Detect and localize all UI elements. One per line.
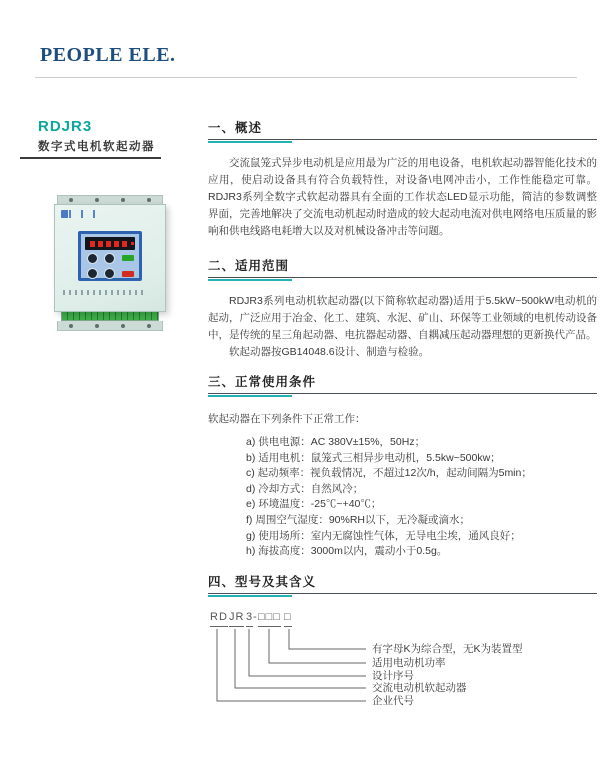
- device-bottom-flange: [57, 321, 163, 331]
- panel-button-grid: [87, 253, 115, 279]
- screw-icon: [95, 324, 99, 328]
- led-digits: [90, 241, 128, 247]
- panel-controls: [87, 253, 135, 279]
- device-front-panel: [54, 204, 166, 312]
- model-code-type: □: [284, 611, 292, 627]
- section-rule-dark: [208, 277, 597, 278]
- product-model-title: RDJR3: [38, 118, 93, 135]
- section-rule: [208, 593, 597, 598]
- section-rule-teal: [208, 279, 292, 281]
- conditions-intro: 软起动器在下列条件下正常工作：: [208, 413, 366, 425]
- model-label-design: 设计序号: [372, 670, 414, 682]
- device-control-panel: [78, 231, 142, 281]
- section-rule-teal: [208, 595, 292, 597]
- connector-line: [217, 629, 366, 701]
- screw-icon: [147, 324, 151, 328]
- model-code-company: RD: [210, 611, 228, 627]
- section-rule: [208, 139, 597, 144]
- model-label-company: 企业代号: [372, 695, 414, 707]
- model-label-type: 有字母K为综合型，无K为装置型: [372, 643, 523, 655]
- brand-logo-text: PEOPLE ELE.: [40, 44, 176, 66]
- panel-button: [87, 268, 98, 279]
- red-stop-button: [122, 271, 134, 277]
- led-status-dot: [131, 242, 134, 245]
- device-brand-logo: [61, 210, 99, 218]
- section-rule: [208, 277, 597, 282]
- condition-item: g) 使用场所：室内无腐蚀性气体，无导电尘埃，通风良好；: [246, 529, 521, 542]
- model-code-diagram: [208, 611, 597, 715]
- section-overview-title: 一、概述: [208, 121, 263, 135]
- condition-item: c) 起动频率：视负载情况，不超过12次/h，起动间隔为5min；: [246, 467, 532, 480]
- conditions-list: [208, 435, 597, 560]
- product-photo: [42, 195, 178, 340]
- section-rule-teal: [208, 141, 292, 143]
- sidebar-divider: [20, 157, 161, 159]
- screw-icon: [121, 324, 125, 328]
- connector-line: [235, 629, 366, 688]
- header-divider: [35, 77, 577, 78]
- model-label-power: 适用电动机功率: [372, 657, 446, 669]
- connector-line: [269, 629, 366, 663]
- section-conditions: [208, 372, 597, 560]
- panel-indicator-column: [122, 253, 134, 279]
- device-top-flange: [57, 195, 163, 204]
- led-display: [85, 237, 135, 250]
- soft-starter-device: [54, 195, 166, 331]
- model-code-design: 3: [246, 611, 253, 627]
- scope-paragraph-1: RDJR3系列电动机软起动器(以下简称软起动器)适用于5.5kW~500kW电动机的起动，广泛应用于冶金、化工、建筑、水泥、矿山、环保等工业领域的电机传动设备中，是传统的星三角起动器、电抗器起动器、自耦减压起动器理想的更新换代产品。: [208, 295, 597, 341]
- product-name-subtitle: 数字式电机软起动器: [38, 141, 155, 153]
- condition-item: b) 适用电机：鼠笼式三相异步电动机，5.5kw~500kw；: [246, 451, 501, 464]
- section-model-meaning: [208, 572, 597, 715]
- section-rule-teal: [208, 395, 292, 397]
- panel-button: [87, 253, 98, 264]
- connector-line: [289, 629, 366, 649]
- section-rule-dark: [208, 139, 597, 140]
- panel-button: [104, 268, 115, 279]
- section-rule: [208, 393, 597, 398]
- condition-item: e) 环境温度：-25℃~+40℃；: [246, 498, 382, 511]
- model-code-dash: -: [253, 611, 257, 623]
- model-code-power: □□□: [258, 611, 281, 627]
- screw-icon: [95, 198, 99, 202]
- screw-icon: [147, 198, 151, 202]
- condition-item: h) 海拔高度：3000m以内，震动小于0.5g。: [246, 545, 448, 558]
- scope-paragraph-2: 软起动器按GB14048.6设计、制造与检验。: [229, 346, 430, 358]
- model-label-starter: 交流电动机软起动器: [372, 682, 467, 694]
- green-run-indicator: [122, 255, 134, 261]
- panel-button: [104, 253, 115, 264]
- terminal-label-strip: [63, 290, 145, 295]
- screw-icon: [121, 198, 125, 202]
- terminal-block: [61, 312, 159, 321]
- section-rule-dark: [208, 393, 597, 394]
- section-model-title: 四、型号及其含义: [208, 575, 317, 589]
- condition-item: d) 冷却方式：自然风冷；: [246, 482, 364, 495]
- section-scope-title: 二、适用范围: [208, 259, 290, 273]
- screw-icon: [69, 198, 73, 202]
- model-code-series: JR: [229, 611, 244, 627]
- section-scope: [208, 256, 597, 361]
- overview-paragraph: 交流鼠笼式异步电动机是应用最为广泛的用电设备，电机软起动器智能化技术的应用，使启动设备具有符合负载特性，对设备\电网冲击小，工作性能稳定可靠。RDJR3系列全数字式软起动器具有全面的工作状态LED显示功能，简洁的参数调整界面，完善地解决了交流电动机起动时造成的较大起动电流对供电网络电压质量的影响和供电线路电耗增大以及对机械设备冲击等问题。: [208, 157, 597, 237]
- screw-icon: [69, 324, 73, 328]
- condition-item: a) 供电电源：AC 380V±15%，50Hz；: [246, 436, 426, 448]
- connector-line: [249, 629, 366, 676]
- section-rule-dark: [208, 593, 597, 594]
- section-overview: [208, 118, 597, 240]
- section-conditions-title: 三、正常使用条件: [208, 375, 317, 389]
- condition-item: f) 周围空气湿度：90%RH以下，无冷凝或滴水；: [246, 513, 471, 526]
